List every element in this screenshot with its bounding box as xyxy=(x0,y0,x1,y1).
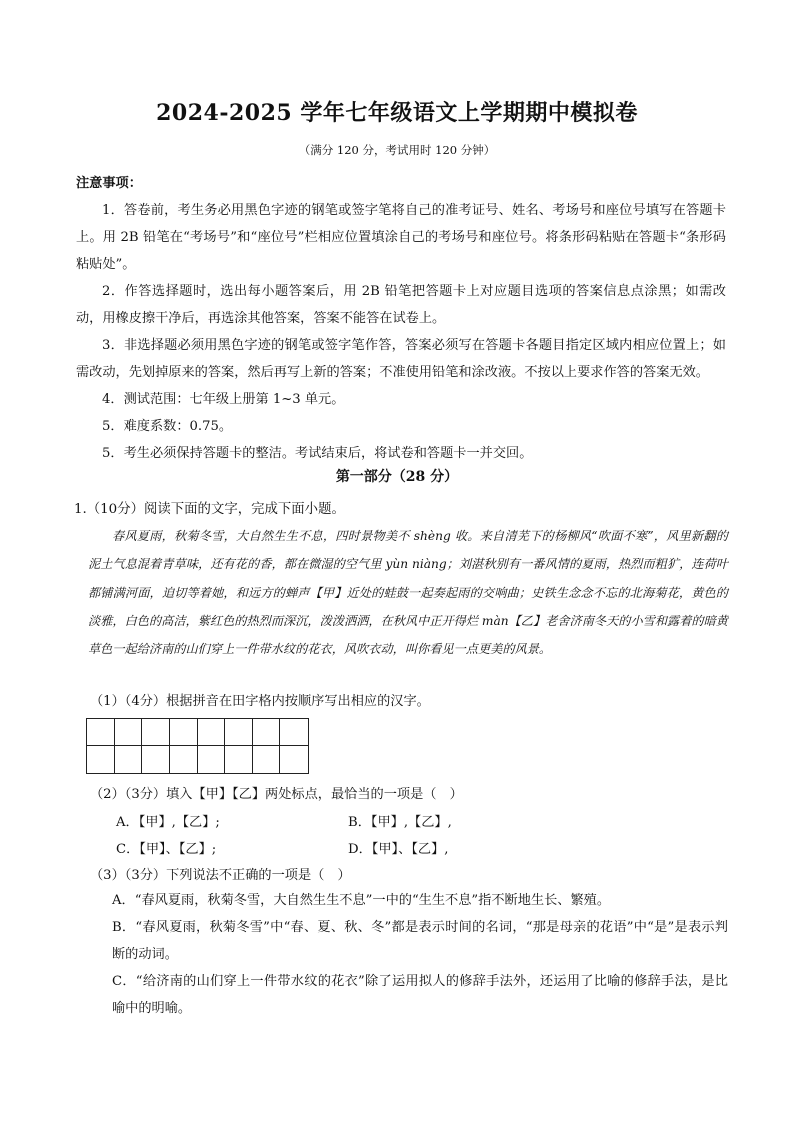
tianzige-grid[interactable] xyxy=(86,718,309,774)
note-item: 4．测试范围：七年级上册第 1~3 单元。 xyxy=(102,392,345,407)
grid-cell[interactable] xyxy=(142,719,170,746)
grid-cell[interactable] xyxy=(198,746,226,773)
subquestion-1: （1）（4分）根据拼音在田字格内按顺序写出相应的汉字。 xyxy=(90,694,430,709)
note-item: 1．答卷前，考生务必用黑色字迹的钢笔或签字笔将自己的准考证号、姓名、考场号和座位号填写在答题卡上。用 2B 铅笔在“考场号”和“座位号”栏相应位置填涂自己的考场号和座位号。将条形码粘贴在答题卡“条形码粘贴处”。 xyxy=(76,203,726,272)
option-a[interactable]: A．【甲】,【乙】; xyxy=(116,815,220,830)
option-a[interactable]: A．“春风夏雨，秋菊冬雪，大自然生生不息”一中的“生生不息”指不断地生长、繁殖。 xyxy=(112,893,611,908)
grid-cell[interactable] xyxy=(198,719,226,746)
question-stem: 1.（10分）阅读下面的文字，完成下面小题。 xyxy=(74,502,345,517)
grid-cell[interactable] xyxy=(225,746,253,773)
option-d[interactable]: D．【甲】、【乙】, xyxy=(348,842,449,857)
grid-cell[interactable] xyxy=(170,719,198,746)
note-item: 5．考生必须保持答题卡的整洁。考试结束后，将试卷和答题卡一并交回。 xyxy=(102,446,533,461)
grid-cell[interactable] xyxy=(87,719,115,746)
subquestion-3: （3）（3分）下列说法不正确的一项是（ ） xyxy=(90,868,351,883)
subquestion-2: （2）（3分）填入【甲】【乙】两处标点，最恰当的一项是（ ） xyxy=(90,787,463,802)
option-c[interactable]: C．【甲】、【乙】; xyxy=(116,842,217,857)
option-b[interactable]: B．【甲】,【乙】, xyxy=(348,815,452,830)
option-b[interactable]: B．“春风夏雨，秋菊冬雪”中“春、夏、秋、冬”都是表示时间的名词，“那是母亲的花语”中“是”是表示判断的动词。 xyxy=(112,920,728,962)
page-title: 2024-2025 学年七年级语文上学期期中模拟卷 xyxy=(156,100,638,126)
grid-cell[interactable] xyxy=(115,746,143,773)
grid-cell[interactable] xyxy=(225,719,253,746)
grid-cell[interactable] xyxy=(253,719,281,746)
grid-cell[interactable] xyxy=(280,746,308,773)
note-item: 2．作答选择题时，选出每小题答案后，用 2B 铅笔把答题卡上对应题目选项的答案信息点涂黑；如需改动，用橡皮擦干净后，再选涂其他答案，答案不能答在试卷上。 xyxy=(76,284,726,326)
option-c[interactable]: C．“给济南的山们穿上一件带水纹的花衣”除了运用拟人的修辞手法外，还运用了比喻的修辞手法，是比喻中的明喻。 xyxy=(112,974,728,1016)
page-subtitle: （满分 120 分，考试用时 120 分钟） xyxy=(298,143,496,157)
reading-passage xyxy=(88,522,728,663)
grid-cell[interactable] xyxy=(115,719,143,746)
grid-cell[interactable] xyxy=(170,746,198,773)
part-title: 第一部分（28 分） xyxy=(335,469,459,485)
grid-cell[interactable] xyxy=(142,746,170,773)
note-item: 5．难度系数：0.75。 xyxy=(102,419,233,434)
grid-cell[interactable] xyxy=(87,746,115,773)
note-item: 3．非选择题必须用黑色字迹的钢笔或签字笔作答，答案必须写在答题卡各题目指定区域内相应位置上；如需改动，先划掉原来的答案，然后再写上新的答案；不准使用铅笔和涂改液。不按以上要求作答的答案无效。 xyxy=(76,338,726,380)
grid-cell[interactable] xyxy=(253,746,281,773)
notes-heading: 注意事项： xyxy=(76,176,142,191)
grid-cell[interactable] xyxy=(280,719,308,746)
passage-text: 春风夏雨，秋菊冬雪，大自然生生不息，四时景物美不 shèng 收。来自清芜下的杨柳风“吹面不寒”，风里新翻的泥土气息混着青草味，还有花的香，都在微湿的空气里 yùn niàng；刘湛秋别有一番风情的夏雨，热烈而粗犷，连荷叶都铺满河面，迫切等着她，和远方的蝉声【甲】近处的蛙鼓一起奏起雨的交响曲；史铁生念念不忘的北海菊花，黄色的淡雅，白色的高洁，紫红色的热烈而深沉，泼泼洒洒，在秋风中正开得烂 màn【乙】老舍济南冬天的小雪和露着的暗黄草色一起给济南的山们穿上一件带水纹的花衣，风吹衣动，叫你看见一点更美的风景。 xyxy=(88,529,728,657)
notes-section xyxy=(76,170,726,467)
